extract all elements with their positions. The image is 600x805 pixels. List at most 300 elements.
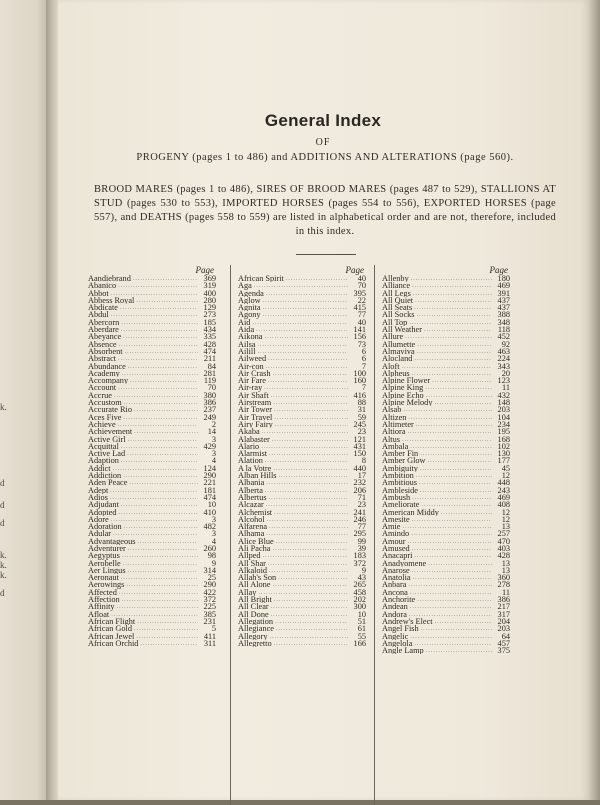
entry-name: Anarose: [382, 566, 410, 575]
dot-leader: [275, 421, 348, 428]
index-entry: [382, 319, 510, 326]
entry-name: Absence: [88, 340, 117, 348]
entry-page: 234: [497, 420, 510, 429]
entry-name: Accompany: [88, 377, 129, 385]
entry-name: Adjudant: [88, 501, 119, 509]
entry-name: Active Lad: [88, 450, 126, 458]
entry-name: Aid: [238, 318, 251, 327]
index-entry: [382, 370, 510, 377]
entry-name: Amused: [382, 544, 410, 553]
entry-name: Agony: [238, 311, 261, 319]
column-divider: [374, 265, 375, 805]
entry-name: Ambleside: [382, 486, 418, 494]
index-entry: [238, 297, 366, 304]
entry-page: 246: [353, 515, 366, 524]
index-entry: [88, 450, 216, 457]
entry-name: Ancona: [382, 588, 408, 597]
entry-page: 243: [497, 486, 510, 494]
dot-leader: [118, 282, 198, 289]
entry-name: Abbot: [88, 289, 109, 297]
index-entry: [382, 530, 510, 537]
index-entry: [88, 304, 216, 311]
dot-leader: [266, 501, 348, 508]
left-page: [0, 0, 52, 800]
index-entry: [238, 509, 366, 516]
dot-leader: [258, 341, 348, 348]
dot-leader: [411, 275, 492, 282]
dot-leader: [268, 560, 348, 567]
entry-name: Academy: [88, 369, 120, 378]
dot-leader: [412, 370, 492, 377]
entry-name: Ameliorate: [382, 501, 420, 509]
entry-page: 372: [353, 559, 366, 567]
entry-page: 395: [353, 289, 366, 297]
dot-leader: [136, 297, 198, 304]
index-column-2: [238, 265, 366, 647]
entry-page: 98: [207, 552, 216, 560]
dot-leader: [117, 603, 198, 610]
entry-page: 102: [497, 442, 510, 451]
entry-page: 437: [497, 296, 510, 305]
index-entry: [238, 479, 366, 486]
index-entry: [88, 282, 216, 289]
entry-name: All Clear: [238, 603, 269, 611]
dot-leader: [120, 304, 198, 311]
dot-leader: [417, 341, 492, 348]
index-entry: [238, 552, 366, 559]
dot-leader: [416, 472, 492, 479]
index-entry: [238, 341, 366, 348]
index-entry: [88, 618, 216, 625]
entry-name: Alsab: [382, 406, 402, 414]
dot-leader: [266, 479, 348, 486]
entry-page: 130: [497, 450, 510, 458]
index-entry: [382, 436, 510, 443]
entry-name: Aberdare: [88, 326, 119, 334]
dot-leader: [266, 290, 348, 297]
entry-name: Affection: [88, 596, 120, 604]
index-entry: [88, 392, 216, 399]
dot-leader: [110, 494, 198, 501]
index-entry: [238, 487, 366, 494]
dot-leader: [441, 509, 492, 516]
dot-leader: [412, 567, 492, 574]
entry-name: Aer Lingus: [88, 566, 126, 575]
index-entry: [88, 326, 216, 333]
dot-leader: [127, 450, 198, 457]
entry-name: All Done: [238, 610, 269, 618]
dot-leader: [261, 443, 348, 450]
left-page-fragment: k.: [0, 560, 7, 570]
entry-name: African Flight: [88, 617, 136, 626]
page-column-heading: Page: [489, 265, 508, 275]
index-entry: [382, 479, 510, 486]
index-entry: [88, 363, 216, 370]
index-entry: [238, 516, 366, 523]
index-entry: [382, 341, 510, 348]
entry-name: Adventurer: [88, 544, 126, 553]
entry-name: Alpine Melody: [382, 399, 433, 407]
dot-leader: [125, 348, 198, 355]
entry-name: Angle Lamp: [382, 647, 424, 655]
dot-leader: [271, 392, 348, 399]
index-entry: [88, 348, 216, 355]
dot-leader: [273, 465, 348, 472]
entry-name: Anbara: [382, 581, 407, 589]
dot-leader: [412, 516, 492, 523]
dot-leader: [266, 363, 348, 370]
entry-page: 6: [361, 347, 366, 356]
index-entry: [238, 625, 366, 632]
entry-page: 437: [497, 304, 510, 312]
index-entry: [382, 363, 510, 370]
entry-page: 211: [203, 355, 216, 363]
index-entry: [88, 384, 216, 391]
dot-leader: [118, 384, 198, 391]
entry-name: All Quiet: [382, 296, 414, 305]
entry-name: Altus: [382, 435, 400, 443]
entry-name: Agnita: [238, 304, 261, 312]
dot-leader: [271, 611, 348, 618]
index-entry: [88, 479, 216, 486]
entry-name: Achievement: [88, 428, 133, 436]
dot-leader: [403, 406, 492, 413]
dot-leader: [121, 443, 198, 450]
entry-name: Achieve: [88, 420, 116, 429]
entry-page: 31: [357, 406, 366, 414]
dot-leader: [122, 552, 198, 559]
index-column-3: [382, 265, 510, 654]
entry-page: 71: [357, 493, 366, 502]
page-column-heading: Page: [195, 265, 214, 275]
entry-page: 181: [203, 486, 216, 494]
entry-page: 343: [497, 362, 510, 370]
entry-name: Abdicate: [88, 304, 118, 312]
index-entry: [88, 487, 216, 494]
entry-name: Abbess Royal: [88, 296, 135, 305]
index-entry: [382, 355, 510, 362]
entry-name: Anacapri: [382, 552, 413, 560]
index-entry: [382, 523, 510, 530]
index-entry: [88, 436, 216, 443]
dot-leader: [274, 414, 348, 421]
entry-name: Aglow: [238, 296, 261, 305]
index-entry: [88, 603, 216, 610]
entry-page: 273: [203, 311, 216, 319]
index-entry: [88, 414, 216, 421]
entry-page: 7: [361, 362, 366, 370]
entry-page: 10: [207, 501, 216, 509]
entry-page: 13: [501, 566, 510, 575]
dot-leader: [265, 457, 348, 464]
dot-leader: [273, 581, 349, 588]
dot-leader: [417, 596, 492, 603]
dot-leader: [273, 399, 348, 406]
entry-page: 428: [203, 340, 216, 348]
dot-leader: [130, 377, 198, 384]
entry-name: Alcazar: [238, 501, 264, 509]
entry-name: Angelola: [382, 639, 413, 648]
entry-page: 13: [501, 559, 510, 567]
dot-leader: [271, 603, 348, 610]
entry-name: Anchorite: [382, 596, 416, 604]
dot-leader: [286, 275, 348, 282]
entry-page: 70: [207, 384, 216, 392]
dot-leader: [279, 472, 349, 479]
page-title: General Index: [264, 111, 382, 130]
entry-name: Airy Fairy: [238, 420, 273, 429]
index-entry: [88, 311, 216, 318]
entry-page: 458: [353, 588, 366, 597]
entry-page: 375: [497, 647, 510, 655]
index-entry: [88, 640, 216, 647]
index-entry: [88, 421, 216, 428]
entry-page: 245: [353, 420, 366, 429]
index-entry: [88, 567, 216, 574]
dot-leader: [128, 436, 198, 443]
index-entry: [88, 355, 216, 362]
index-entry: [382, 290, 510, 297]
dot-leader: [263, 297, 348, 304]
entry-page: 474: [203, 493, 216, 502]
entry-page: 415: [353, 304, 366, 312]
entry-page: 463: [497, 347, 510, 356]
entry-name: Addict: [88, 464, 111, 473]
dot-leader: [268, 377, 348, 384]
index-entry: [88, 297, 216, 304]
index-entry: [238, 530, 366, 537]
index-entry: [88, 509, 216, 516]
entry-name: Alchemist: [238, 508, 273, 516]
dot-leader: [413, 290, 492, 297]
dot-leader: [411, 530, 492, 537]
entry-page: 440: [353, 464, 366, 473]
dot-leader: [408, 581, 492, 588]
entry-page: 150: [353, 450, 366, 458]
dot-leader: [262, 428, 348, 435]
index-entry: [88, 377, 216, 384]
entry-name: Alban Hills: [238, 472, 277, 480]
index-entry: [88, 494, 216, 501]
entry-page: 3: [211, 515, 216, 524]
index-entry: [238, 326, 366, 333]
dot-leader: [269, 494, 348, 501]
entry-name: All Seats: [382, 304, 413, 312]
index-entry: [88, 465, 216, 472]
entry-name: Angelic: [382, 632, 409, 640]
dot-leader: [133, 275, 198, 282]
index-entry: [238, 589, 366, 596]
entry-page: 469: [497, 282, 510, 290]
entry-name: Albertus: [238, 493, 267, 502]
entry-page: 391: [497, 289, 510, 297]
entry-page: 195: [497, 428, 510, 436]
index-entry: [382, 596, 510, 603]
entry-page: 64: [501, 632, 510, 640]
column-divider: [230, 265, 231, 805]
dot-leader: [425, 384, 492, 391]
entry-page: 457: [497, 639, 510, 648]
entry-name: Allegation: [238, 617, 274, 626]
index-entry: [238, 603, 366, 610]
entry-page: 61: [357, 625, 366, 633]
index-entry: [88, 574, 216, 581]
entry-page: 452: [497, 333, 510, 341]
entry-page: 348: [497, 318, 510, 327]
title-of: OF: [315, 137, 331, 148]
dot-leader: [273, 545, 349, 552]
dot-leader: [124, 523, 198, 530]
dot-leader: [263, 311, 348, 318]
entry-name: Angel Fish: [382, 625, 419, 633]
entry-page: 168: [497, 435, 510, 443]
left-page-fragment: k.: [0, 550, 7, 560]
index-entry: [238, 494, 366, 501]
dot-leader: [278, 574, 348, 581]
entry-name: Andora: [382, 610, 407, 618]
entry-page: 388: [497, 311, 510, 319]
entry-page: 202: [353, 596, 366, 604]
dot-leader: [137, 618, 198, 625]
index-entry: [88, 443, 216, 450]
dot-leader: [123, 472, 198, 479]
index-entry: [238, 618, 366, 625]
entry-page: 469: [497, 493, 510, 502]
left-page-fragment: k.: [0, 402, 7, 412]
dot-leader: [134, 406, 198, 413]
index-entry: [88, 545, 216, 552]
entry-page: 99: [357, 537, 366, 545]
entry-page: 403: [497, 544, 510, 553]
entry-page: 166: [353, 639, 366, 648]
entry-page: 10: [357, 610, 366, 618]
entry-name: Active Girl: [88, 435, 126, 443]
entry-page: 55: [357, 632, 366, 640]
index-entry: [382, 494, 510, 501]
entry-page: 290: [203, 581, 216, 589]
entry-name: Ailill: [238, 347, 256, 356]
dot-leader: [408, 414, 492, 421]
dot-leader: [128, 545, 198, 552]
index-entry: [382, 392, 510, 399]
dot-leader: [412, 282, 492, 289]
entry-page: 470: [497, 537, 510, 545]
entry-page: 280: [203, 296, 216, 305]
entry-name: A la Votre: [238, 464, 272, 473]
entry-page: 317: [497, 610, 510, 618]
entry-page: 360: [497, 574, 510, 582]
index-entry: [88, 530, 216, 537]
entry-name: Amber Glow: [382, 457, 426, 465]
entry-page: 386: [497, 596, 510, 604]
entry-name: Affected: [88, 588, 117, 597]
entry-page: 51: [357, 617, 366, 626]
entry-name: Aeronaut: [88, 574, 119, 582]
entry-page: 4: [211, 457, 216, 465]
index-entry: [88, 581, 216, 588]
entry-page: 39: [357, 544, 366, 553]
index-entry: [88, 625, 216, 632]
dot-leader: [121, 574, 198, 581]
entry-name: Albania: [238, 479, 265, 487]
entry-name: Alhama: [238, 530, 265, 538]
index-entry: [238, 436, 366, 443]
index-entry: [88, 589, 216, 596]
entry-name: Ambala: [382, 442, 409, 451]
index-entry: [88, 501, 216, 508]
entry-page: 100: [353, 369, 366, 378]
entry-page: 9: [211, 559, 216, 567]
index-entry: [238, 450, 366, 457]
entry-name: Air-con: [238, 362, 264, 370]
entry-name: All Legs: [382, 289, 411, 297]
dot-leader: [274, 596, 348, 603]
progeny-note: PROGENY (pages 1 to 486) and ADDITIONS AND ALTERATIONS (page 560).: [136, 152, 514, 163]
entry-name: Allumette: [382, 340, 416, 348]
dot-leader: [420, 450, 492, 457]
index-entry: [382, 457, 510, 464]
entry-page: 5: [211, 625, 216, 633]
dot-leader: [267, 516, 348, 523]
entry-name: Alberta: [238, 486, 263, 494]
entry-name: Allegory: [238, 632, 268, 640]
entry-name: Anadyomene: [382, 559, 427, 567]
entry-name: Addiction: [88, 472, 122, 480]
entry-page: 290: [203, 472, 216, 480]
entry-page: 59: [357, 413, 366, 421]
dot-leader: [274, 509, 348, 516]
entry-name: African Spirit: [238, 275, 284, 283]
entry-page: 422: [203, 588, 216, 597]
entry-name: Aida: [238, 326, 255, 334]
index-entry: [88, 633, 216, 640]
dot-leader: [122, 370, 198, 377]
entry-name: Alarmist: [238, 450, 268, 458]
entry-page: 372: [203, 596, 216, 604]
index-entry: [238, 363, 366, 370]
index-entry: [238, 581, 366, 588]
dot-leader: [265, 487, 348, 494]
entry-page: 232: [353, 479, 366, 487]
index-entry: [238, 538, 366, 545]
entry-name: Air Shaft: [238, 391, 269, 400]
dot-leader: [140, 640, 198, 647]
dot-leader: [263, 552, 348, 559]
entry-name: Allegretto: [238, 639, 272, 648]
entry-name: Air Travel: [238, 413, 273, 421]
entry-page: 369: [203, 275, 216, 283]
entry-name: Aegyptus: [88, 552, 120, 560]
entry-name: Altiora: [382, 428, 406, 436]
entry-name: Afloat: [88, 610, 110, 618]
index-entry: [382, 472, 510, 479]
entry-page: 156: [353, 333, 366, 341]
entry-page: 474: [203, 347, 216, 356]
entry-name: Ambiguity: [382, 464, 418, 473]
entry-name: Abeyance: [88, 333, 122, 341]
left-page-fragment: d: [0, 500, 5, 510]
entry-name: All Alone: [238, 581, 271, 589]
dot-leader: [434, 399, 492, 406]
dot-leader: [111, 290, 198, 297]
entry-name: Andean: [382, 603, 408, 611]
entry-name: Andrew's Elect: [382, 617, 433, 626]
index-entry: [238, 333, 366, 340]
entry-page: 295: [353, 530, 366, 538]
entry-page: 225: [203, 603, 216, 611]
dot-leader: [410, 589, 492, 596]
entry-page: 410: [203, 508, 216, 516]
